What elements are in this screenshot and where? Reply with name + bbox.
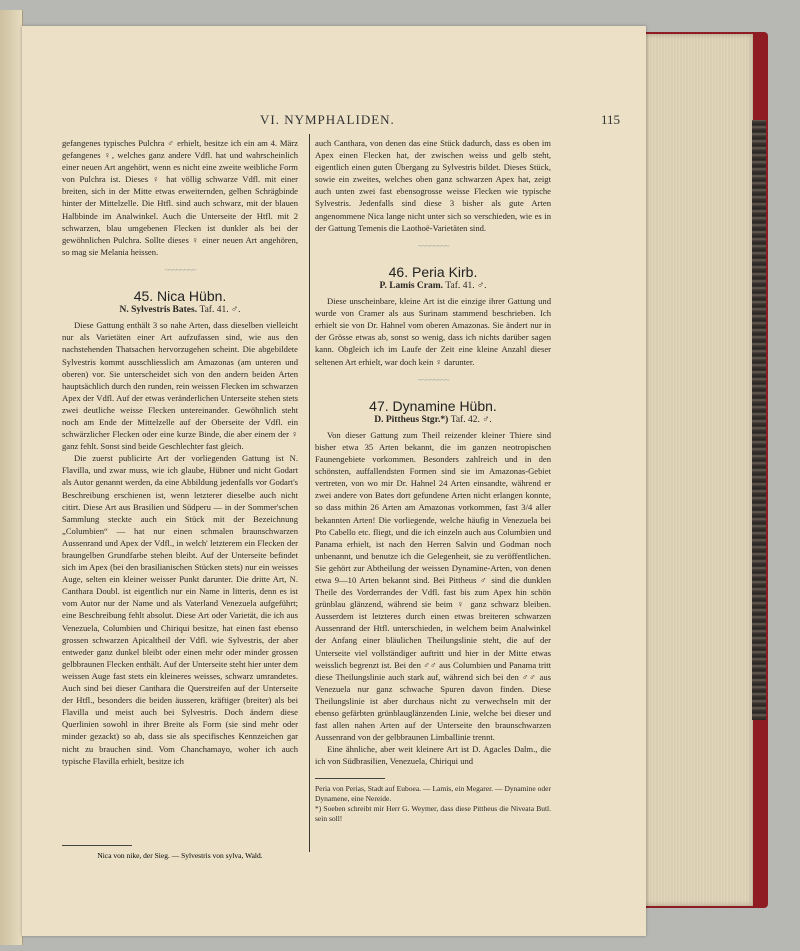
right-column bbox=[315, 137, 551, 824]
page-stack-edge bbox=[645, 34, 753, 906]
section-47-paragraph-2: Eine ähnliche, aber weit kleinere Art ist D. Agacles Dalm., die ich von Südbrasilien, Venezuela, Chiriqui und bbox=[315, 744, 551, 767]
page-header bbox=[60, 112, 620, 132]
left-footnote-block bbox=[62, 835, 298, 861]
left-intro-paragraph: gefangenes typisches Pulchra ♂ erhielt, besitze ich ein am 4. März gefangenes ♀, welches ganz andere Vdfl. hat und wahrscheinlich einer neuen Art angehört, wenn es nicht eine zweite weibliche Form von Pulchra ist. Dieses ♀ hat völlig schwarze Vdfl. mit einer breiten, sich in der Mitte etwas erweiternden, gelben Schrägbinde hinter der Mittelzelle. Die Htfl. sind auch schwarz, mit der blauen Halbbinde im Analwinkel. Auch die Unterseite der Htfl. mit 2 schwarzen, blau umgebenen Flecken ist dunkler als bei der gewöhnlichen Pulchra. Sollte dieses ♀ einer neuen Art angehören, so mag sie Melania heissen. bbox=[62, 138, 298, 257]
page-number: 115 bbox=[600, 112, 620, 127]
species-name: N. Sylvestris Bates. bbox=[119, 305, 198, 316]
previous-page-edge bbox=[0, 10, 23, 945]
species-ref: Taf. 42. ♂. bbox=[450, 414, 492, 425]
section-46-paragraph: Diese unscheinbare, kleine Art ist die einzige ihrer Gattung und wurde von Cramer als aus Surinam stammend beschrieben. Ich erhielt sie von Dr. Hahnel vom oberen Amazonas. Sie ändert nur in der Grösse etwas ab, sonst so wenig, dass ich nichts darüber sagen kann. Obgleich ich im Laufe der Zeit eine kleine Anzahl dieser seltenen Art erhielt, war doch kein ♀ darunter. bbox=[315, 296, 551, 367]
right-footnote-2: *) Soeben schreibt mir Herr G. Weymer, dass diese Pittheus die Niveata Butl. sein soll! bbox=[315, 803, 551, 823]
section-46-title: 46. Peria Kirb. bbox=[388, 263, 478, 280]
species-heading bbox=[62, 304, 298, 316]
footnote-rule bbox=[315, 778, 385, 779]
right-intro-paragraph: auch Canthara, von denen das eine Stück dadurch, dass es oben im Apex einen Flecken hat, der zwischen weiss und gelb steht, eigentlich einen guten Übergang zu Sylvestris bildet. Dieses Stück, sowie ein zweites, welches oben ganz schwarzen Apex hat, zeigt auch unten zwei fast ebensogrosse weisse Flecken wie typische Sylvestris. Jedenfalls sind diese 3 bisher als gute Arten angenommene Nica lange nicht unter sich so verschieden, wie es in der Gattung Temenis die Laothoë-Varietäten sind. bbox=[315, 138, 551, 233]
ornament: ~~~~~~~~ bbox=[164, 264, 196, 275]
right-footnote-1: Peria von Perias, Stadt auf Euboea. — Lamis, ein Megarer. — Dynamine oder Dynamene, eine Nereide. bbox=[315, 783, 551, 803]
species-heading bbox=[315, 280, 551, 292]
left-footnote: Nica von nike, der Sieg. — Sylvestris von sylva, Wald. bbox=[97, 851, 263, 860]
section-47-title: 47. Dynamine Hübn. bbox=[369, 397, 497, 414]
species-heading bbox=[315, 414, 551, 426]
ornament: ~~~~~~~~ bbox=[417, 240, 449, 251]
marbled-spine bbox=[752, 120, 766, 720]
running-title: VI. NYMPHALIDEN. bbox=[260, 112, 395, 127]
section-45-paragraph-1: Diese Gattung enthält 3 so nahe Arten, dass dieselben vielleicht nur als Varietäten einer Art aufzufassen sind, wie aus den nachstehenden Thatsachen hervorzugehen scheint. Die abgebildete Sylvestris kommt ausschliesslich am Amazonas (am unteren und oberen) vor. Sie unterscheidet sich von den andern beiden Arten hauptsächlich durch den runden, rein weissen Flecken im schwarzen Apex der Vdfl. Auf der etwas veränderlichen Unterseite stehen stets zwei deutliche weisse Flecken untereinander. Gewöhnlich steht noch am Ende der Mittelzelle auf der Oberseite der Vdfl. ein schwärzlicher Flecken oder eine kurze Binde, die aber einem der ♀ ganz fehlt. Sonst sind beide Geschlechter fast gleich. bbox=[62, 320, 298, 452]
section-45-title: 45. Nica Hübn. bbox=[133, 288, 227, 305]
left-column bbox=[62, 137, 298, 767]
species-name: D. Pittheus Stgr.*) bbox=[374, 414, 449, 425]
species-ref: Taf. 41. ♂. bbox=[445, 280, 487, 291]
section-45-paragraph-2: Die zuerst publicirte Art der vorliegenden Gattung ist N. Flavilla, und zwar muss, wie ich glaube, Hübner und nicht Godart als Autor genannt werden, da eine Abbildung jedenfalls vor Godart's Beschreibung erschienen ist, wenn letzterer dieselbe auch nicht citirt. Diese Art aus Brasilien und Südperu — in der Sommer'schen Sammlung steckte auch ein Stück mit der Bezeichnung „Columbien“ — hat nur einen schmalen braunschwarzen Aussenrand und Apex der Vdfl., in welch' letzterem ein Flecken der braungelben Grundfarbe stehen bleibt. Auf der Unterseite befindet sich im Apex (bei den brasilianischen Stücken stets) nur ein weisses Auge, selten ein kleiner weisser Punkt darunter. Die dritte Art, N. Canthara Doubl. ist eigentlich nur ein Name in litteris, denn es ist vom Autor nur der Name und als Vaterland Venezuela aufgeführt; eine Beschreibung fehlt absolut. Diese Art oder Varietät, die ich aus Venezuela, Columbien und Chiriqui besitze, hat einen fast ebenso grossen schwarzen Apicaltheil der Vdfl. wie Sylvestris, der aber entweder ganz dunkel bleibt oder einen mehr oder minder grossen gelbbraunen Flecken enthält. Auf der Unterseite steht hier unter dem weissen Auge fast stets ein kleineres weisses, schwarz umrandetes. Auch sind bei dieser Canthara die Querstreifen auf der Unterseite der Htfl., besonders die beiden äusseren, kräftiger (breiter) als bei Flavilla und meist auch bei Sylvestris. Doch ändern diese Querlinien sowohl in ihrer Breite als Form (sie sind mehr oder minder gezackt) so ab, dass sie als specifisches Kennzeichen gar nicht zu brauchen sind. Vom Chanchamayo, woher ich auch typische Flavilla erhielt, besitze ich bbox=[62, 453, 298, 766]
column-divider bbox=[309, 134, 310, 852]
species-name: P. Lamis Cram. bbox=[379, 280, 444, 291]
ornament: ~~~~~~~~ bbox=[417, 374, 449, 385]
species-ref: Taf. 41. ♂. bbox=[199, 305, 241, 316]
section-47-paragraph-1: Von dieser Gattung zum Theil reizender kleiner Thiere sind bisher etwa 35 Arten bekannt, die im ganzen neotropischen Faunengebiete vorkommen. Besonders zahlreich und in den schönsten, auffallendsten Formen sind sie im Amazonas-Gebiet vertreten, von wo mir Dr. Hahnel 24 Arten einsandte, während er zwei andere von Bates dort gefundene Arten nicht erlangen konnte, so dass mithin 26 Arten am Amazonas vorkommen, fast 3/4 aller bekannten Arten! Die vorliegende, welche häufig in Venezuela bei Pto Cabello etc. fliegt, und die ich einzeln auch aus Columbien und Panama erhielt, ist nach den Herren Salvin und Godman noch unbenannt, und benutze ich die Gelegenheit, sie zu veröffentlichen. Sie gehört zur Abtheilung der weissen Dynamine-Arten, von denen etwa 9—10 Arten bekannt sind. Bei Pittheus ♂ sind die dunklen Theile des Vorderrandes der Vdfl. fast bis zum Apex hin schön grünblau glänzend, während sie beim ♀ ganz schwarz bleiben. Ausserdem ist letzteres durch einen etwas breiteren schwarzen Aussenrand der Htfl. unterschieden, in welchem beim Analwinkel der Anfang einer bläulichen Theilungslinie steht, die auf der Unterseite viel vollständiger auftritt und hier in der Mitte etwas weisslich begrenzt ist. Bei den ♂♂ aus Columbien und Panama tritt diese Theilungslinie auch stark auf, während sich bei den ♂♂ aus Venezuela nur ganz schwache Spuren davon finden. Diese Theilungslinie ist aber durchaus nicht zu verwechseln mit der ebenso gefärbten grünblauglänzenden Linie, welche bei dieser und fast allen nahen Arten auf der Unterseite den braunschwarzen Aussenrand von der gelbbraunen Limballinie trennt. bbox=[315, 429, 551, 743]
footnote-rule bbox=[62, 845, 132, 846]
